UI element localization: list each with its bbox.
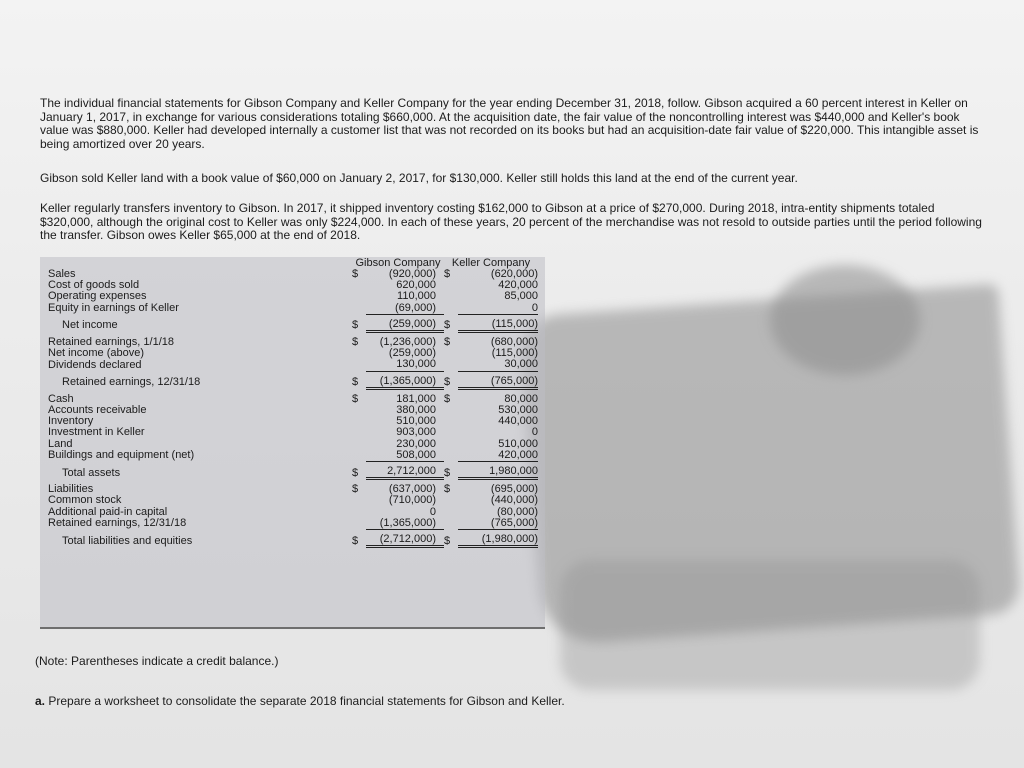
currency-symbol: $ bbox=[444, 336, 451, 349]
currency-symbol: $ bbox=[352, 483, 359, 496]
financial-statements-table bbox=[40, 257, 545, 627]
row-label: Additional paid-in capital bbox=[48, 505, 168, 518]
gibson-value: 230,000 bbox=[396, 437, 436, 450]
row-label: Equity in earnings of Keller bbox=[48, 302, 179, 315]
task-text: Prepare a worksheet to consolidate the separate 2018 financial statements for Gibson and Keller. bbox=[48, 694, 565, 708]
gibson-value: 2,712,000 bbox=[366, 462, 444, 479]
currency-symbol: $ bbox=[444, 392, 451, 405]
currency-symbol: $ bbox=[352, 534, 359, 547]
row-label: Net income (above) bbox=[48, 347, 144, 360]
currency-symbol bbox=[352, 518, 366, 530]
gibson-value: 620,000 bbox=[396, 279, 436, 292]
table-bottom-rule bbox=[40, 627, 545, 629]
gibson-value: 510,000 bbox=[396, 415, 436, 428]
inventory-paragraph: Keller regularly transfers inventory to Gibson. In 2017, it shipped inventory costing $162,000 to Gibson at a price of $270,000. During 2018, intra-entity shipments totaled $320,000, although the original cost to Keller was only $224,000. In each of these years, 20 percent of the merchandise was not resold to outside parties until the period following the transfer. Gibson owes Keller $65,000 at the end of 2018. bbox=[40, 201, 982, 242]
keller-value: 420,000 bbox=[498, 279, 538, 292]
gibson-value: (259,000) bbox=[366, 314, 444, 331]
gibson-value: (1,365,000) bbox=[366, 518, 444, 530]
row-label: Accounts receivable bbox=[48, 404, 147, 417]
keller-value: 85,000 bbox=[504, 290, 538, 303]
currency-symbol bbox=[352, 416, 366, 427]
keller-value: 420,000 bbox=[458, 450, 538, 462]
row-label: Total liabilities and equities bbox=[62, 534, 193, 547]
currency-symbol bbox=[444, 291, 458, 302]
gibson-value: (920,000) bbox=[388, 268, 436, 280]
row-label: Liabilities bbox=[48, 483, 94, 496]
keller-value: (620,000) bbox=[490, 268, 538, 280]
keller-value: 440,000 bbox=[498, 415, 538, 428]
gibson-value: (710,000) bbox=[388, 494, 436, 507]
currency-symbol bbox=[352, 495, 366, 506]
keller-value: 0 bbox=[531, 426, 538, 439]
currency-symbol bbox=[352, 303, 366, 315]
gibson-value: (259,000) bbox=[388, 347, 436, 360]
intro-paragraph: The individual financial statements for Gibson Company and Keller Company for the year ending December 31, 2018, follow. Gibson acquired a 60 percent interest in Keller on January 1, 2017, in exchange for various considerations totaling $660,000. At the acquisition date, the fair value of the noncontrolling interest was $440,000 and Keller's book value was $880,000. Keller had developed internally a customer list that was not recorded on its books but had an acquisition-date fair value of $220,000. This intangible asset is being amortized over 20 years. bbox=[40, 96, 979, 151]
keller-value: (1,980,000) bbox=[458, 530, 538, 547]
currency-symbol bbox=[444, 507, 458, 518]
currency-symbol bbox=[352, 427, 366, 438]
table-row bbox=[48, 439, 538, 450]
currency-symbol bbox=[352, 507, 366, 518]
photo-shadow bbox=[560, 560, 980, 690]
credit-balance-note: (Note: Parentheses indicate a credit balance.) bbox=[35, 654, 279, 668]
gibson-value: 508,000 bbox=[366, 450, 444, 462]
row-label: Retained earnings, 12/31/18 bbox=[62, 376, 201, 389]
land-sale-paragraph: Gibson sold Keller land with a book value of $60,000 on January 2, 2017, for $130,000. Keller still holds this land at the end of the current year. bbox=[40, 171, 798, 185]
currency-symbol: $ bbox=[444, 319, 451, 332]
currency-symbol bbox=[352, 450, 366, 462]
row-label: Net income bbox=[62, 319, 118, 332]
currency-symbol bbox=[352, 348, 366, 359]
currency-symbol bbox=[444, 518, 458, 530]
table-row bbox=[48, 507, 538, 518]
keller-value: (440,000) bbox=[490, 494, 538, 507]
keller-value: (115,000) bbox=[458, 314, 538, 331]
currency-symbol bbox=[444, 348, 458, 359]
row-label: Cash bbox=[48, 392, 74, 405]
currency-symbol: $ bbox=[352, 319, 359, 332]
table-row bbox=[48, 450, 538, 462]
keller-value: 80,000 bbox=[504, 392, 538, 405]
table-row bbox=[48, 303, 538, 315]
currency-symbol: $ bbox=[352, 392, 359, 405]
row-label: Common stock bbox=[48, 494, 122, 507]
currency-symbol bbox=[444, 450, 458, 462]
row-label: Land bbox=[48, 437, 73, 450]
gibson-value: (637,000) bbox=[388, 483, 436, 496]
currency-symbol: $ bbox=[444, 376, 451, 389]
gibson-value: 380,000 bbox=[396, 404, 436, 417]
photo-shadow bbox=[770, 265, 920, 375]
currency-symbol: $ bbox=[444, 466, 451, 479]
keller-value: 530,000 bbox=[498, 404, 538, 417]
table-row bbox=[48, 479, 538, 496]
gibson-value: (69,000) bbox=[366, 303, 444, 315]
currency-symbol bbox=[444, 427, 458, 438]
currency-symbol bbox=[352, 439, 366, 450]
currency-symbol bbox=[444, 439, 458, 450]
table-row bbox=[48, 332, 538, 349]
row-label: Operating expenses bbox=[48, 290, 147, 303]
currency-symbol: $ bbox=[352, 376, 359, 389]
table-row bbox=[48, 291, 538, 302]
keller-value: (115,000) bbox=[491, 347, 538, 360]
keller-value: 1,980,000 bbox=[458, 462, 538, 479]
gibson-column-header: Gibson Company bbox=[355, 257, 441, 269]
table-row bbox=[48, 462, 538, 479]
row-label: Inventory bbox=[48, 415, 94, 428]
keller-value: (80,000) bbox=[497, 505, 538, 518]
gibson-value: 903,000 bbox=[396, 426, 436, 439]
currency-symbol bbox=[352, 405, 366, 416]
currency-symbol bbox=[444, 495, 458, 506]
table-row bbox=[48, 530, 538, 547]
task-instruction bbox=[35, 694, 565, 708]
currency-symbol bbox=[352, 359, 366, 371]
currency-symbol: $ bbox=[352, 268, 359, 280]
table-row bbox=[48, 495, 538, 506]
row-label: Retained earnings, 12/31/18 bbox=[48, 517, 187, 530]
row-label: Retained earnings, 1/1/18 bbox=[48, 336, 174, 349]
keller-value: 0 bbox=[458, 303, 538, 315]
table-row bbox=[48, 314, 538, 331]
row-label: Buildings and equipment (net) bbox=[48, 449, 195, 462]
row-label: Investment in Keller bbox=[48, 426, 145, 439]
table-row bbox=[48, 518, 538, 530]
currency-symbol: $ bbox=[444, 534, 451, 547]
gibson-value: (1,365,000) bbox=[366, 371, 444, 388]
currency-symbol: $ bbox=[352, 336, 359, 349]
gibson-value: 0 bbox=[429, 505, 436, 518]
gibson-value: (2,712,000) bbox=[366, 530, 444, 547]
keller-column-header: Keller Company bbox=[451, 257, 531, 269]
keller-value: 30,000 bbox=[458, 359, 538, 371]
currency-symbol: $ bbox=[444, 268, 451, 280]
currency-symbol bbox=[352, 280, 366, 291]
row-label: Sales bbox=[48, 268, 76, 280]
currency-symbol bbox=[444, 280, 458, 291]
table-row bbox=[48, 371, 538, 388]
gibson-value: 130,000 bbox=[366, 359, 444, 371]
task-prefix: a. bbox=[35, 694, 46, 708]
currency-symbol bbox=[352, 291, 366, 302]
gibson-value: 181,000 bbox=[396, 392, 436, 405]
table-row bbox=[48, 427, 538, 438]
currency-symbol bbox=[444, 359, 458, 371]
table-row bbox=[48, 348, 538, 359]
keller-value: (680,000) bbox=[490, 336, 538, 349]
keller-value: 510,000 bbox=[498, 437, 538, 450]
row-label: Cost of goods sold bbox=[48, 279, 140, 292]
keller-value: (765,000) bbox=[458, 518, 538, 530]
table-row bbox=[48, 405, 538, 416]
row-label: Total assets bbox=[62, 466, 121, 479]
currency-symbol: $ bbox=[444, 483, 451, 496]
currency-symbol bbox=[444, 303, 458, 315]
currency-symbol: $ bbox=[352, 466, 359, 479]
keller-value: (765,000) bbox=[458, 371, 538, 388]
currency-symbol bbox=[444, 405, 458, 416]
gibson-value: (1,236,000) bbox=[379, 336, 436, 349]
table-row bbox=[48, 388, 538, 405]
currency-symbol bbox=[444, 416, 458, 427]
row-label: Dividends declared bbox=[48, 358, 142, 371]
table-row bbox=[48, 359, 538, 371]
keller-value: (695,000) bbox=[490, 483, 538, 496]
gibson-value: 110,000 bbox=[397, 290, 436, 303]
